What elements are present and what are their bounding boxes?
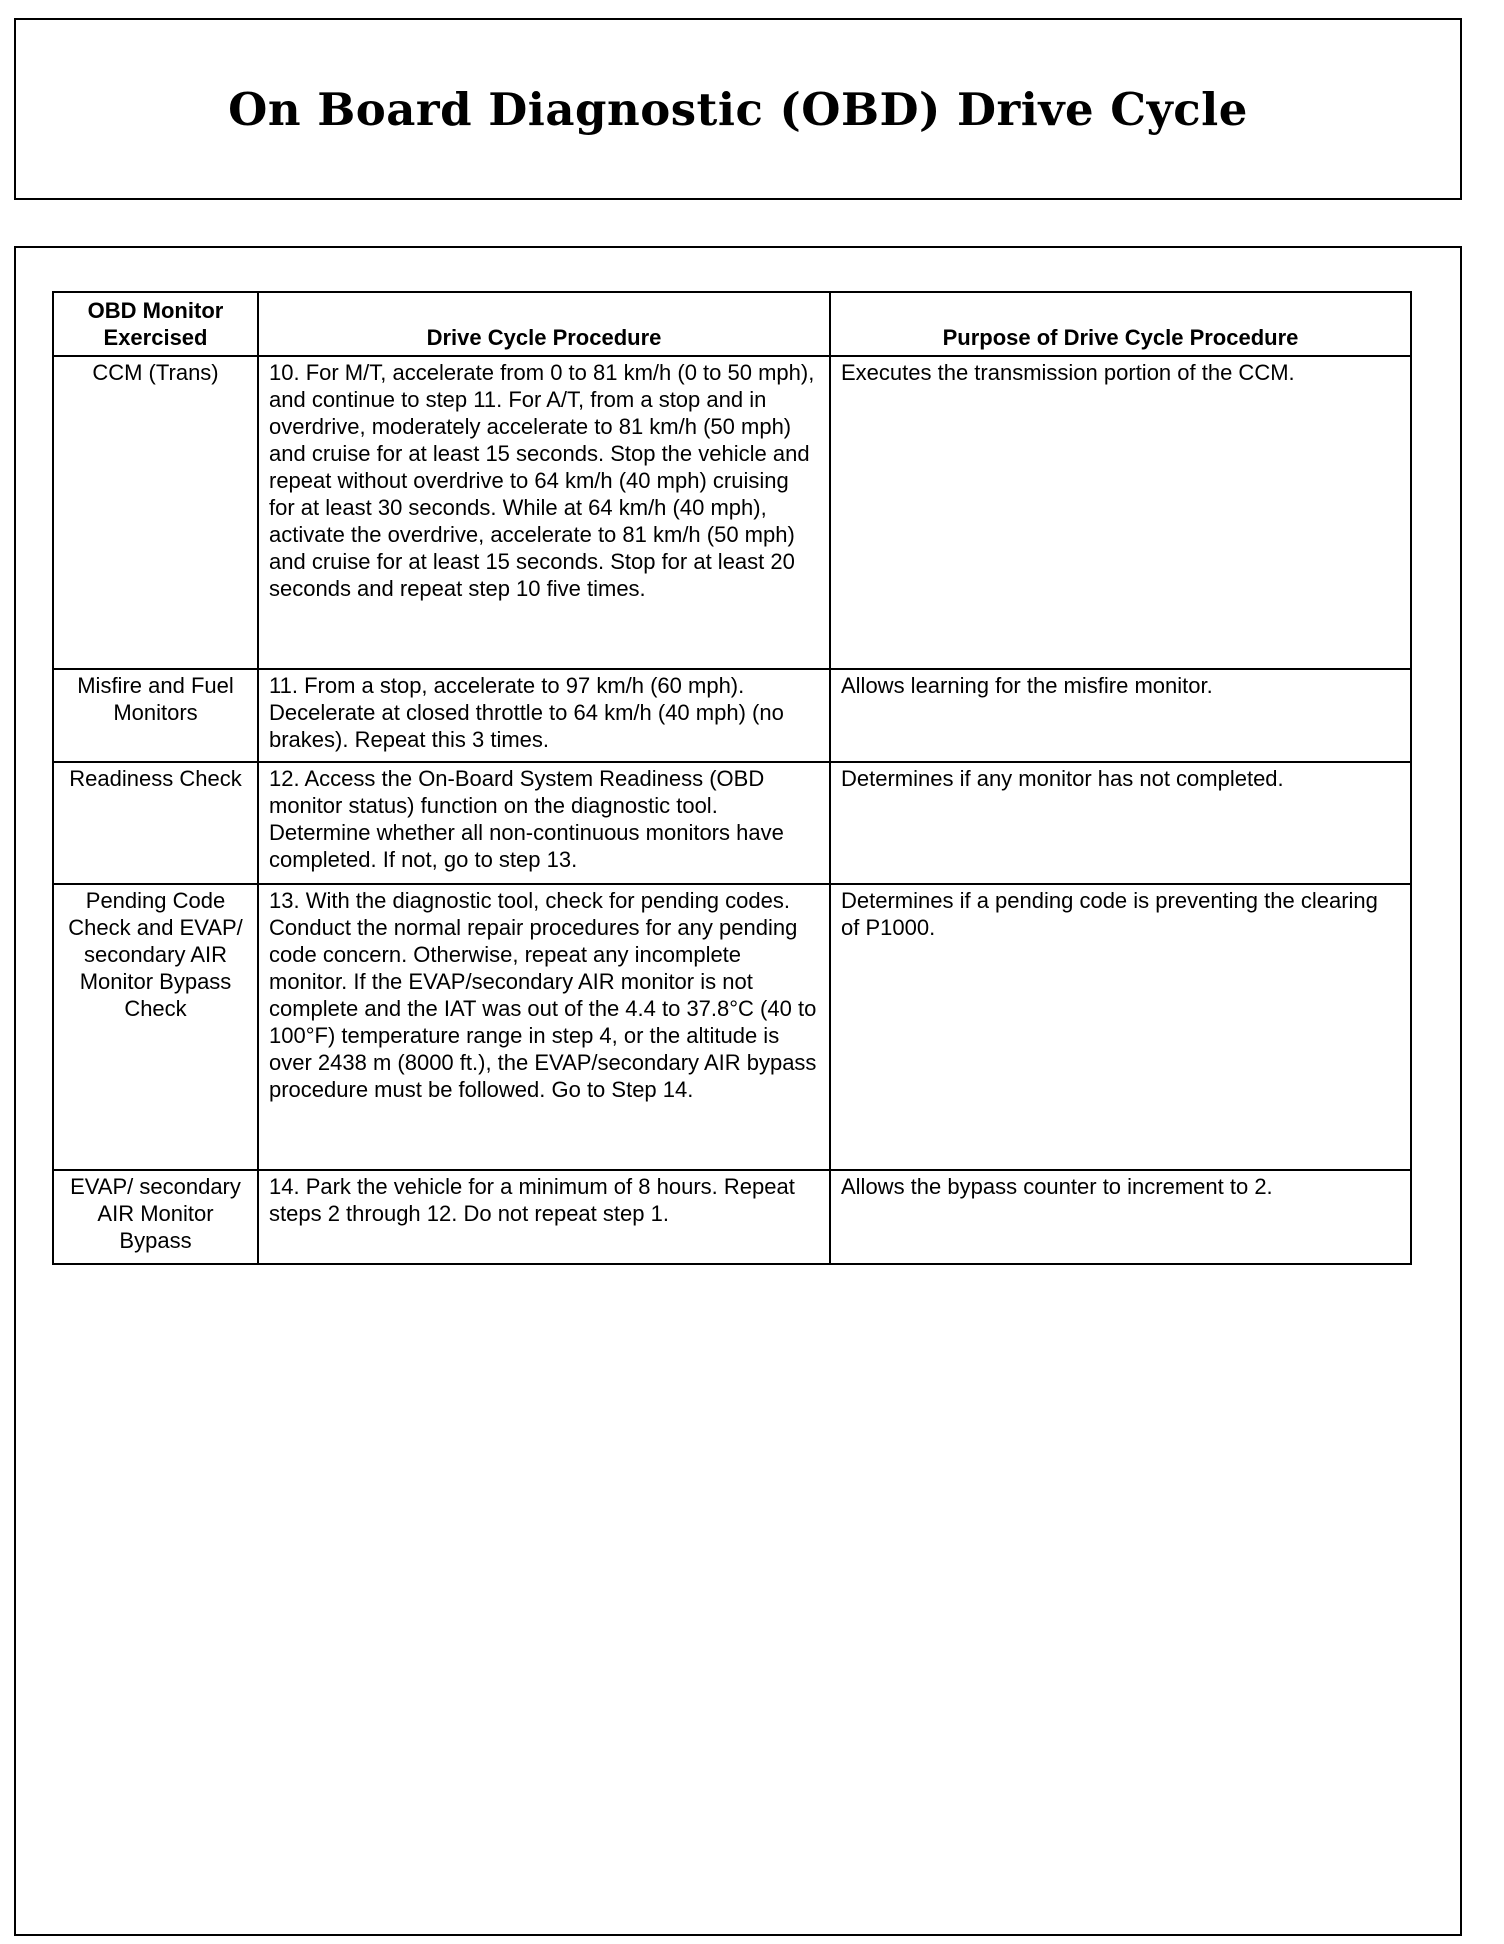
monitor-cell: Misfire and Fuel Monitors [53,669,258,762]
table-row [53,1170,1411,1264]
purpose-cell: Executes the transmission portion of the CCM. [830,356,1411,669]
header-obd-monitor: OBD Monitor Exercised [53,292,258,356]
procedure-cell: 13. With the diagnostic tool, check for pending codes. Conduct the normal repair procedures for any pending code concern. Otherwise, repeat any incomplete monitor. If the EVAP/secondary AIR monitor is not complete and the IAT was out of the 4.4 to 37.8°C (40 to 100°F) temperature range in step 4, or the altitude is over 2438 m (8000 ft.), the EVAP/secondary AIR bypass procedure must be followed. Go to Step 14. [258,884,830,1170]
title-box [14,18,1462,200]
monitor-cell: CCM (Trans) [53,356,258,669]
table-row [53,669,1411,762]
header-purpose: Purpose of Drive Cycle Procedure [830,292,1411,356]
purpose-cell: Allows the bypass counter to increment to 2. [830,1170,1411,1264]
page-title: On Board Diagnostic (OBD) Drive Cycle [228,82,1248,136]
drive-cycle-table [52,291,1412,1265]
monitor-cell: Pending Code Check and EVAP/ secondary AIR Monitor Bypass Check [53,884,258,1170]
procedure-cell: 10. For M/T, accelerate from 0 to 81 km/h (0 to 50 mph), and continue to step 11. For A/T, from a stop and in overdrive, moderately accelerate to 81 km/h (50 mph) and cruise for at least 15 seconds. Stop the vehicle and repeat without overdrive to 64 km/h (40 mph) cruising for at least 30 seconds. While at 64 km/h (40 mph), activate the overdrive, accelerate to 81 km/h (50 mph) and cruise for at least 15 seconds. Stop for at least 20 seconds and repeat step 10 five times. [258,356,830,669]
table-row [53,884,1411,1170]
purpose-cell: Determines if any monitor has not completed. [830,762,1411,884]
purpose-cell: Allows learning for the misfire monitor. [830,669,1411,762]
procedure-cell: 14. Park the vehicle for a minimum of 8 hours. Repeat steps 2 through 12. Do not repeat step 1. [258,1170,830,1264]
purpose-cell: Determines if a pending code is preventing the clearing of P1000. [830,884,1411,1170]
procedure-cell: 11. From a stop, accelerate to 97 km/h (60 mph). Decelerate at closed throttle to 64 km/h (40 mph) (no brakes). Repeat this 3 times. [258,669,830,762]
monitor-cell: EVAP/ secondary AIR Monitor Bypass [53,1170,258,1264]
content-box [14,246,1462,1936]
header-drive-cycle-procedure: Drive Cycle Procedure [258,292,830,356]
procedure-cell: 12. Access the On-Board System Readiness (OBD monitor status) function on the diagnostic tool. Determine whether all non-continuous monitors have completed. If not, go to step 13. [258,762,830,884]
table-header-row [53,292,1411,356]
table-row [53,762,1411,884]
monitor-cell: Readiness Check [53,762,258,884]
table-row [53,356,1411,669]
